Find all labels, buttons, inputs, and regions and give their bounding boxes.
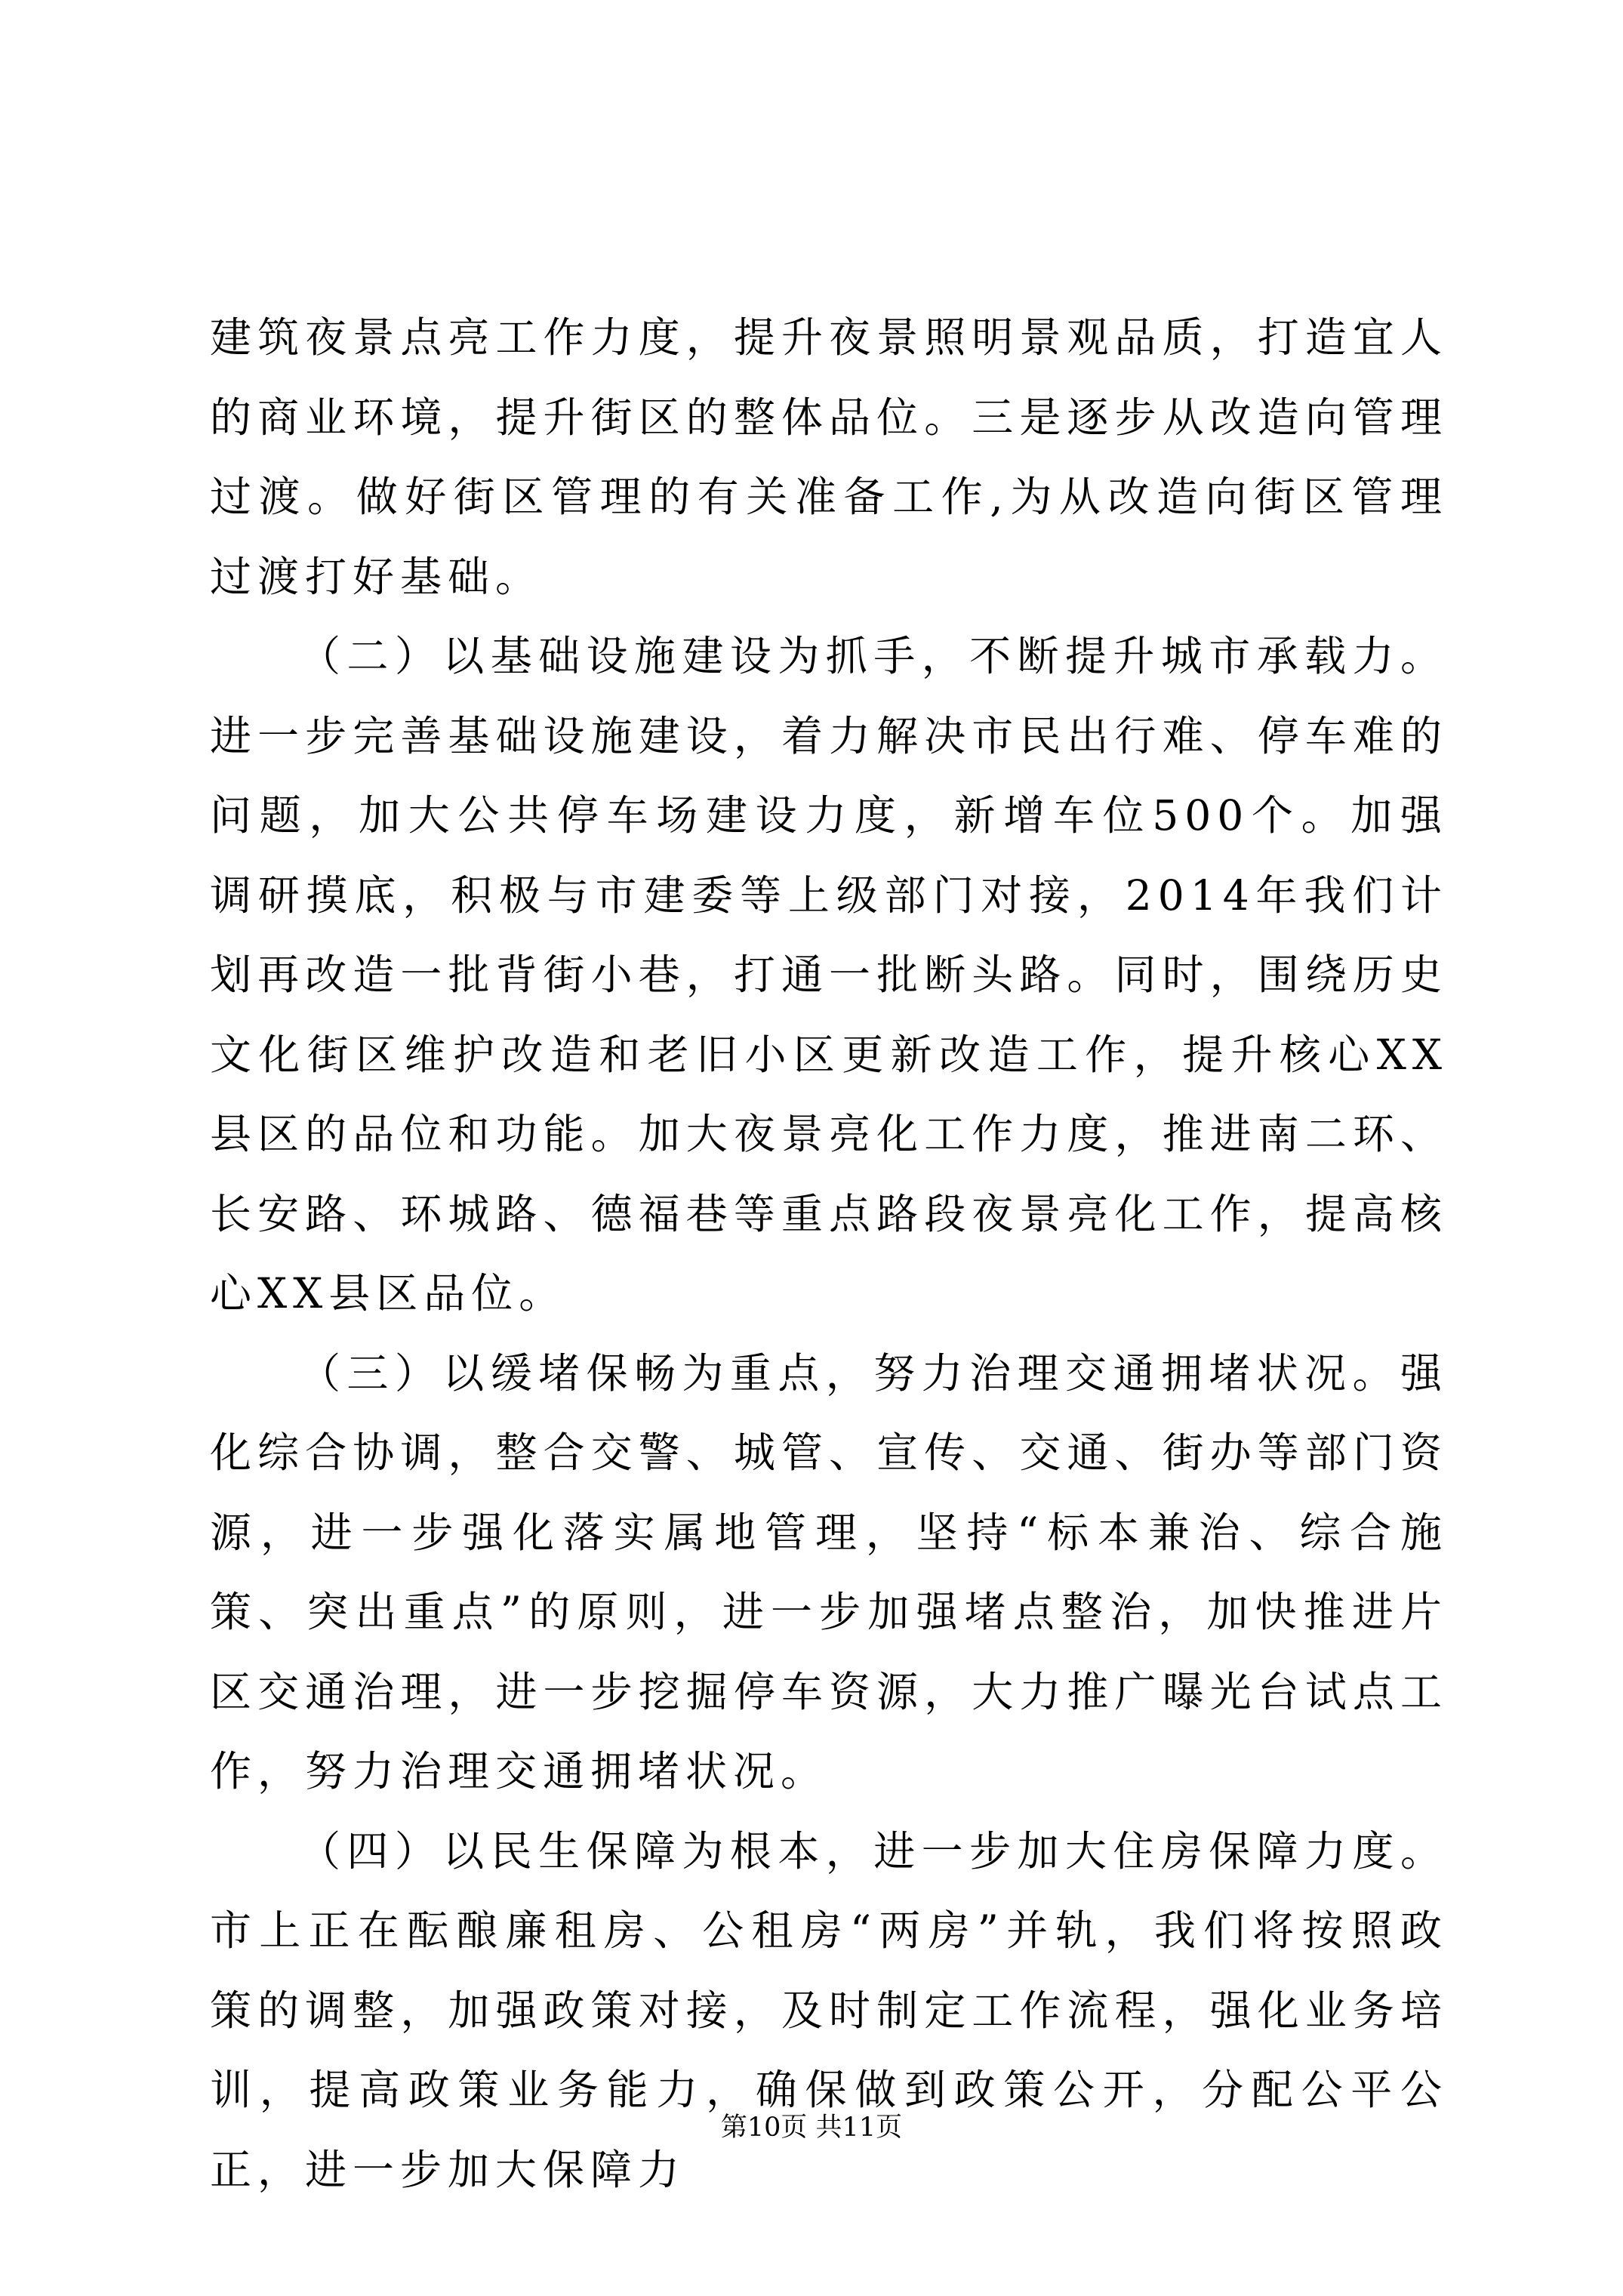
paragraph-1: 建筑夜景点亮工作力度，提升夜景照明景观品质，打造宜人的商业环境，提升街区的整体品位。三是逐步从改造向管理过渡。做好街区管理的有关准备工作,为从改造向街区管理过渡打好基础。 bbox=[210, 313, 1448, 601]
paragraph-2: （二）以基础设施建设为抓手，不断提升城市承载力。进一步完善基础设施建设，着力解决市民出行难、停车难的问题，加大公共停车场建设力度，新增车位500个。加强调研摸底，积极与市建委等上级部门对接，2014年我们计划再改造一批背街小巷，打通一批断头路。同时，围绕历史文化街区维护改造和老旧小区更新改造工作，提升核心XX县区的品位和功能。加大夜景亮化工作力度，推进南二环、长安路、环城路、德福巷等重点路段夜景亮化工作，提高核心XX县区品位。 bbox=[210, 632, 1448, 1318]
document-body bbox=[210, 298, 1448, 2210]
paragraph-4: （四）以民生保障为根本，进一步加大住房保障力度。市上正在酝酿廉租房、公租房“两房”并轨，我们将按照政策的调整，加强政策对接，及时制定工作流程，强化业务培训，提高政策业务能力，确保做到政策公开，分配公平公正，进一步加大保障力 bbox=[210, 1826, 1448, 2194]
paragraph-3: （三）以缓堵保畅为重点，努力治理交通拥堵状况。强化综合协调，整合交警、城管、宣传、交通、街办等部门资源，进一步强化落实属地管理，坚持“标本兼治、综合施策、突出重点”的原则，进一步加强堵点整治，加快推进片区交通治理，进一步挖掘停车资源，大力推广曝光台试点工作，努力治理交通拥堵状况。 bbox=[210, 1348, 1448, 1795]
page-number-footer: 第10页 共11页 bbox=[720, 2113, 903, 2143]
